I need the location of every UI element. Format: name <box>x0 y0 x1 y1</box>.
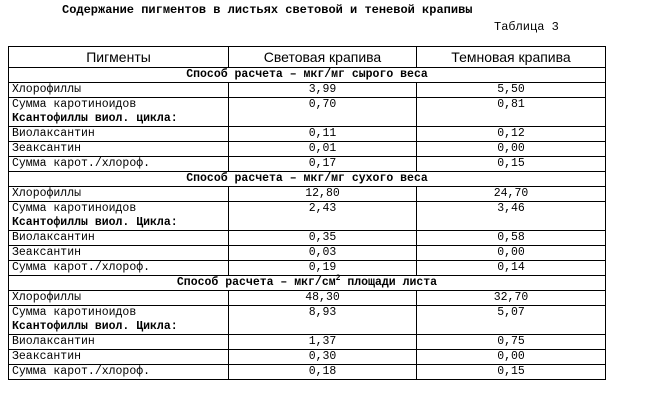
pigment-cell <box>9 365 229 380</box>
pigment-name: Хлорофиллы <box>12 83 82 96</box>
pigment-cell <box>9 187 229 202</box>
pigment-cell <box>9 142 229 157</box>
section-title <box>9 276 606 291</box>
table-row <box>9 335 606 350</box>
pigment-name: Сумма карот./хлороф. <box>12 261 151 274</box>
pigment-cell <box>9 306 229 335</box>
pigment-name: Сумма карот./хлороф. <box>12 365 151 378</box>
pigment-name: Хлорофиллы <box>12 187 82 200</box>
light-nettle-value: 48,30 <box>229 291 417 306</box>
pigment-name: Сумма каротиноидов <box>12 98 137 111</box>
table-body <box>9 68 606 380</box>
light-nettle-value: 0,35 <box>229 231 417 246</box>
table-row <box>9 127 606 142</box>
table-row <box>9 98 606 127</box>
pigment-name: Виолаксантин <box>12 231 95 244</box>
light-nettle-value: 1,37 <box>229 335 417 350</box>
pigment-name: Сумма каротиноидов <box>12 202 137 215</box>
dark-nettle-value: 3,46 <box>417 202 606 231</box>
pigment-cell <box>9 98 229 127</box>
table-row <box>9 202 606 231</box>
section-title <box>9 68 606 83</box>
dark-nettle-value: 0,15 <box>417 365 606 380</box>
table-row <box>9 231 606 246</box>
dark-nettle-value: 0,15 <box>417 157 606 172</box>
light-nettle-value: 0,01 <box>229 142 417 157</box>
table-row <box>9 83 606 98</box>
section-title-superscript: 2 <box>335 274 341 284</box>
section-title-text: Способ расчета – мкг/мг сырого веса <box>186 68 428 81</box>
dark-nettle-value: 0,75 <box>417 335 606 350</box>
pigment-name: Сумма каротиноидов <box>12 306 137 319</box>
section-title-suffix: площади листа <box>340 276 438 289</box>
table-row <box>9 291 606 306</box>
dark-nettle-value: 24,70 <box>417 187 606 202</box>
pigment-cell <box>9 291 229 306</box>
light-nettle-value: 0,11 <box>229 127 417 142</box>
dark-nettle-value: 5,07 <box>417 306 606 335</box>
pigment-cell <box>9 231 229 246</box>
pigment-subheading: Ксантофиллы виол. цикла: <box>12 112 178 125</box>
section-title-text: Способ расчета – мкг/см <box>176 276 336 289</box>
pigment-cell <box>9 83 229 98</box>
section-row <box>9 68 606 83</box>
pigment-cell <box>9 335 229 350</box>
table-row <box>9 261 606 276</box>
light-nettle-value: 8,93 <box>229 306 417 335</box>
section-row <box>9 276 606 291</box>
light-nettle-value: 0,03 <box>229 246 417 261</box>
header-pigments: Пигменты <box>9 47 229 68</box>
header-light-nettle: Световая крапива <box>229 47 417 68</box>
pigment-name: Зеаксантин <box>12 350 82 363</box>
light-nettle-value: 2,43 <box>229 202 417 231</box>
pigment-subheading: Ксантофиллы виол. Цикла: <box>12 216 178 229</box>
table-row <box>9 350 606 365</box>
section-title <box>9 172 606 187</box>
pigment-name: Сумма карот./хлороф. <box>12 157 151 170</box>
pigment-cell <box>9 350 229 365</box>
pigment-name: Виолаксантин <box>12 127 95 140</box>
dark-nettle-value: 0,12 <box>417 127 606 142</box>
pigment-name: Зеаксантин <box>12 142 82 155</box>
pigment-table <box>8 46 606 380</box>
light-nettle-value: 12,80 <box>229 187 417 202</box>
table-row <box>9 157 606 172</box>
pigment-name: Зеаксантин <box>12 246 82 259</box>
dark-nettle-value: 5,50 <box>417 83 606 98</box>
pigment-subheading: Ксантофиллы виол. Цикла: <box>12 320 178 333</box>
pigment-name: Хлорофиллы <box>12 291 82 304</box>
dark-nettle-value: 0,81 <box>417 98 606 127</box>
pigment-cell <box>9 202 229 231</box>
section-title-text: Способ расчета – мкг/мг сухого веса <box>186 172 428 185</box>
light-nettle-value: 0,70 <box>229 98 417 127</box>
dark-nettle-value: 32,70 <box>417 291 606 306</box>
pigment-cell <box>9 127 229 142</box>
dark-nettle-value: 0,58 <box>417 231 606 246</box>
document-title: Содержание пигментов в листьях световой и теневой крапивы <box>62 3 473 17</box>
header-dark-nettle: Темновая крапива <box>417 47 606 68</box>
light-nettle-value: 0,17 <box>229 157 417 172</box>
dark-nettle-value: 0,00 <box>417 246 606 261</box>
pigment-name: Виолаксантин <box>12 335 95 348</box>
light-nettle-value: 0,19 <box>229 261 417 276</box>
pigment-cell <box>9 261 229 276</box>
pigment-cell <box>9 157 229 172</box>
table-row <box>9 246 606 261</box>
light-nettle-value: 0,18 <box>229 365 417 380</box>
dark-nettle-value: 0,14 <box>417 261 606 276</box>
header-row <box>9 47 606 68</box>
table-number: Таблица 3 <box>494 20 559 34</box>
table-row <box>9 187 606 202</box>
light-nettle-value: 0,30 <box>229 350 417 365</box>
section-row <box>9 172 606 187</box>
light-nettle-value: 3,99 <box>229 83 417 98</box>
table-row <box>9 306 606 335</box>
pigment-cell <box>9 246 229 261</box>
table-row <box>9 365 606 380</box>
table-row <box>9 142 606 157</box>
dark-nettle-value: 0,00 <box>417 142 606 157</box>
dark-nettle-value: 0,00 <box>417 350 606 365</box>
